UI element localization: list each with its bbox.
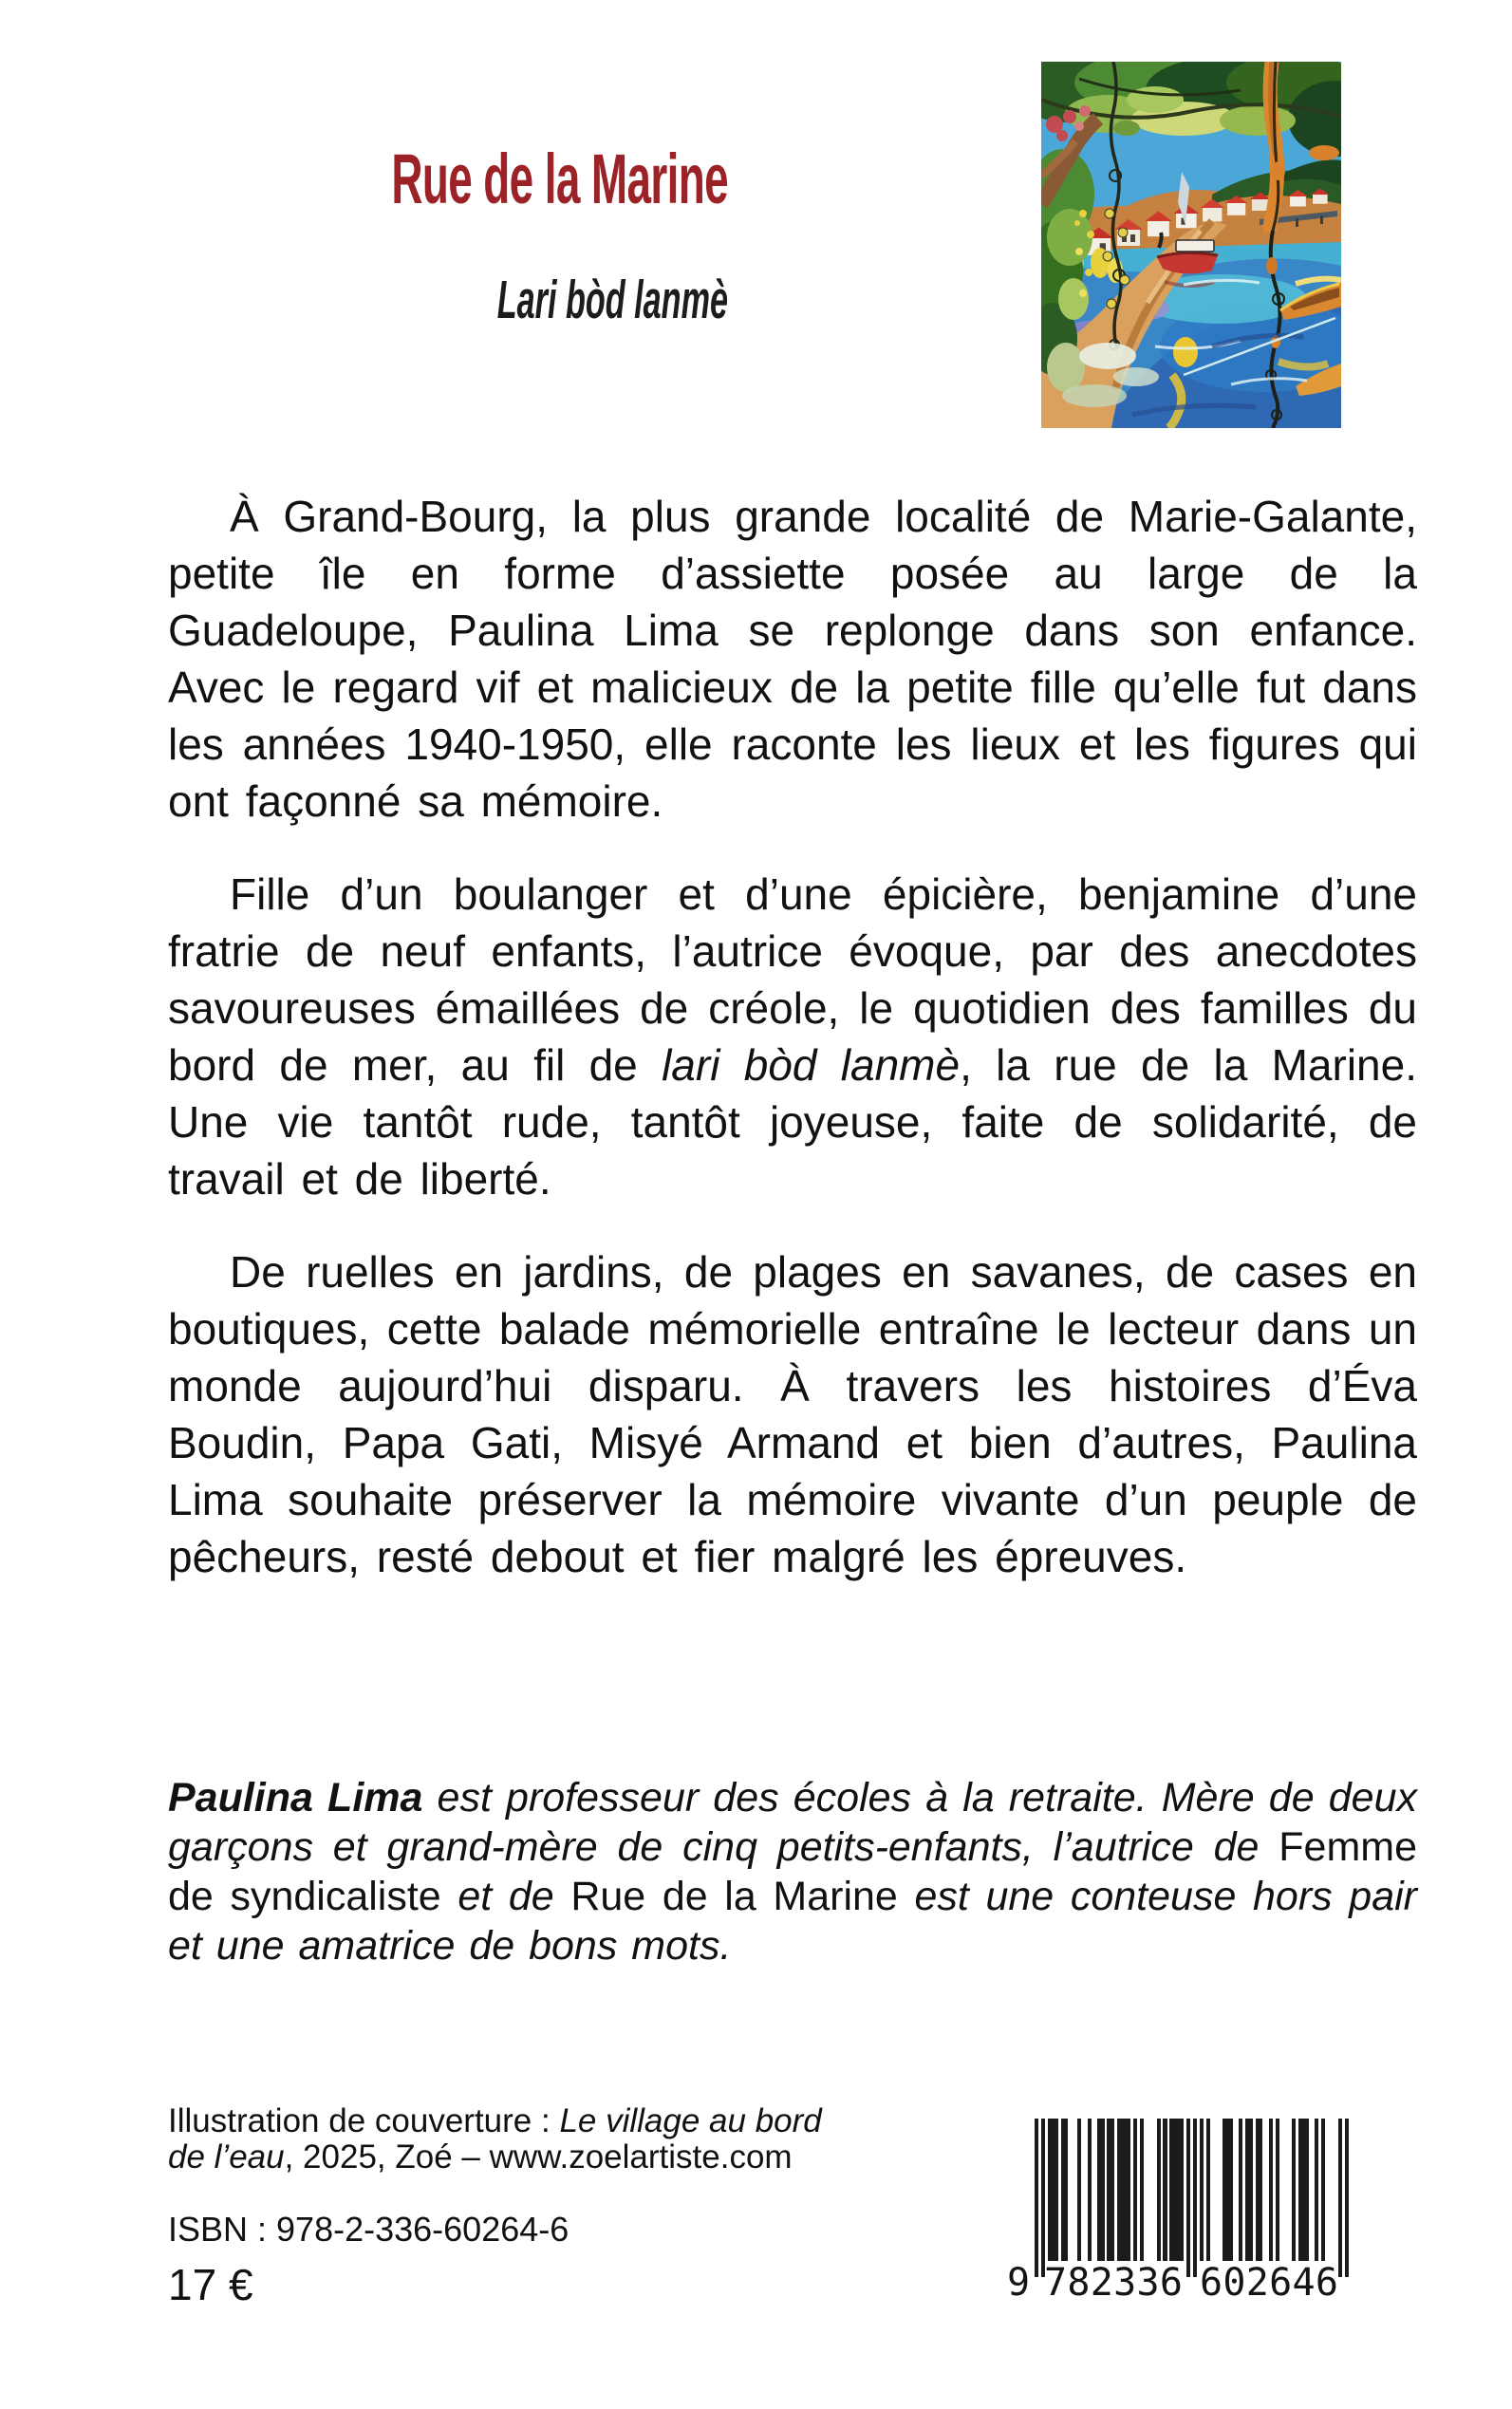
barcode-right-digits: 6 0 2 6 4 6 xyxy=(1200,2261,1338,2305)
book-title: Rue de la Marine xyxy=(391,140,728,218)
price-text: 17 € xyxy=(168,2260,253,2309)
cover-credit-line-2: de l’eau, 2025, Zoé – www.zoelartiste.com xyxy=(168,2138,793,2176)
synopsis-paragraph-3: De ruelles en jardins, de plages en savanes, de cases en boutiques, cette balade mémorielle entraîne le lecteur dans un monde aujourd’hui disparu. À travers les histoires d’Éva Boudin, Papa Gati, Misyé Armand et bien d’autres, Paulina Lima souhaite préserver la mémoire vivante d’un peuple de pêcheurs, resté debout et fier malgré les épreuves. xyxy=(168,1247,1417,1581)
isbn-text: ISBN : 978-2-336-60264-6 xyxy=(168,2210,569,2249)
synopsis xyxy=(168,488,1417,1585)
barcode-bars xyxy=(1035,2119,1348,2278)
cover-credit xyxy=(168,2103,851,2176)
barcode-left-digits: 7 8 2 3 3 6 xyxy=(1044,2261,1183,2305)
synopsis-paragraph-1: À Grand-Bourg, la plus grande localité de Marie-Galante, petite île en forme d’assiette posée au large de la Guadeloupe, Paulina Lima se replonge dans son enfance. Avec le regard vif et malicieux de la petite fille qu’elle fut dans les années 1940-1950, elle raconte les lieux et les figures qui ont façonné sa mémoire. xyxy=(168,492,1417,826)
barcode-first-digit: 9 xyxy=(1007,2261,1031,2305)
author-bio: Paulina Lima est professeur des écoles à la retraite. Mère de deux garçons et grand-mère de cinq petits-enfants, l’autrice de Femme de syndicaliste et de Rue de la Marine est une conteuse hors pair et une amatrice de bons mots. xyxy=(168,1775,1417,1969)
cover-credit-line-1: Illustration de couverture : Le village au bord xyxy=(168,2102,822,2139)
barcode xyxy=(1007,2119,1348,2308)
cover-painting-thumbnail xyxy=(1041,62,1341,428)
synopsis-paragraph-2: Fille d’un boulanger et d’une épicière, benjamine d’une fratrie de neuf enfants, l’autrice évoque, par des anecdotes savoureuses émaillées de créole, le quotidien des familles du bord de mer, au fil de lari bòd lanmè, la rue de la Marine. Une vie tantôt rude, tantôt joyeuse, faite de solidarité, de travail et de liberté. xyxy=(168,869,1417,1204)
book-subtitle: Lari bòd lanmè xyxy=(496,270,728,330)
